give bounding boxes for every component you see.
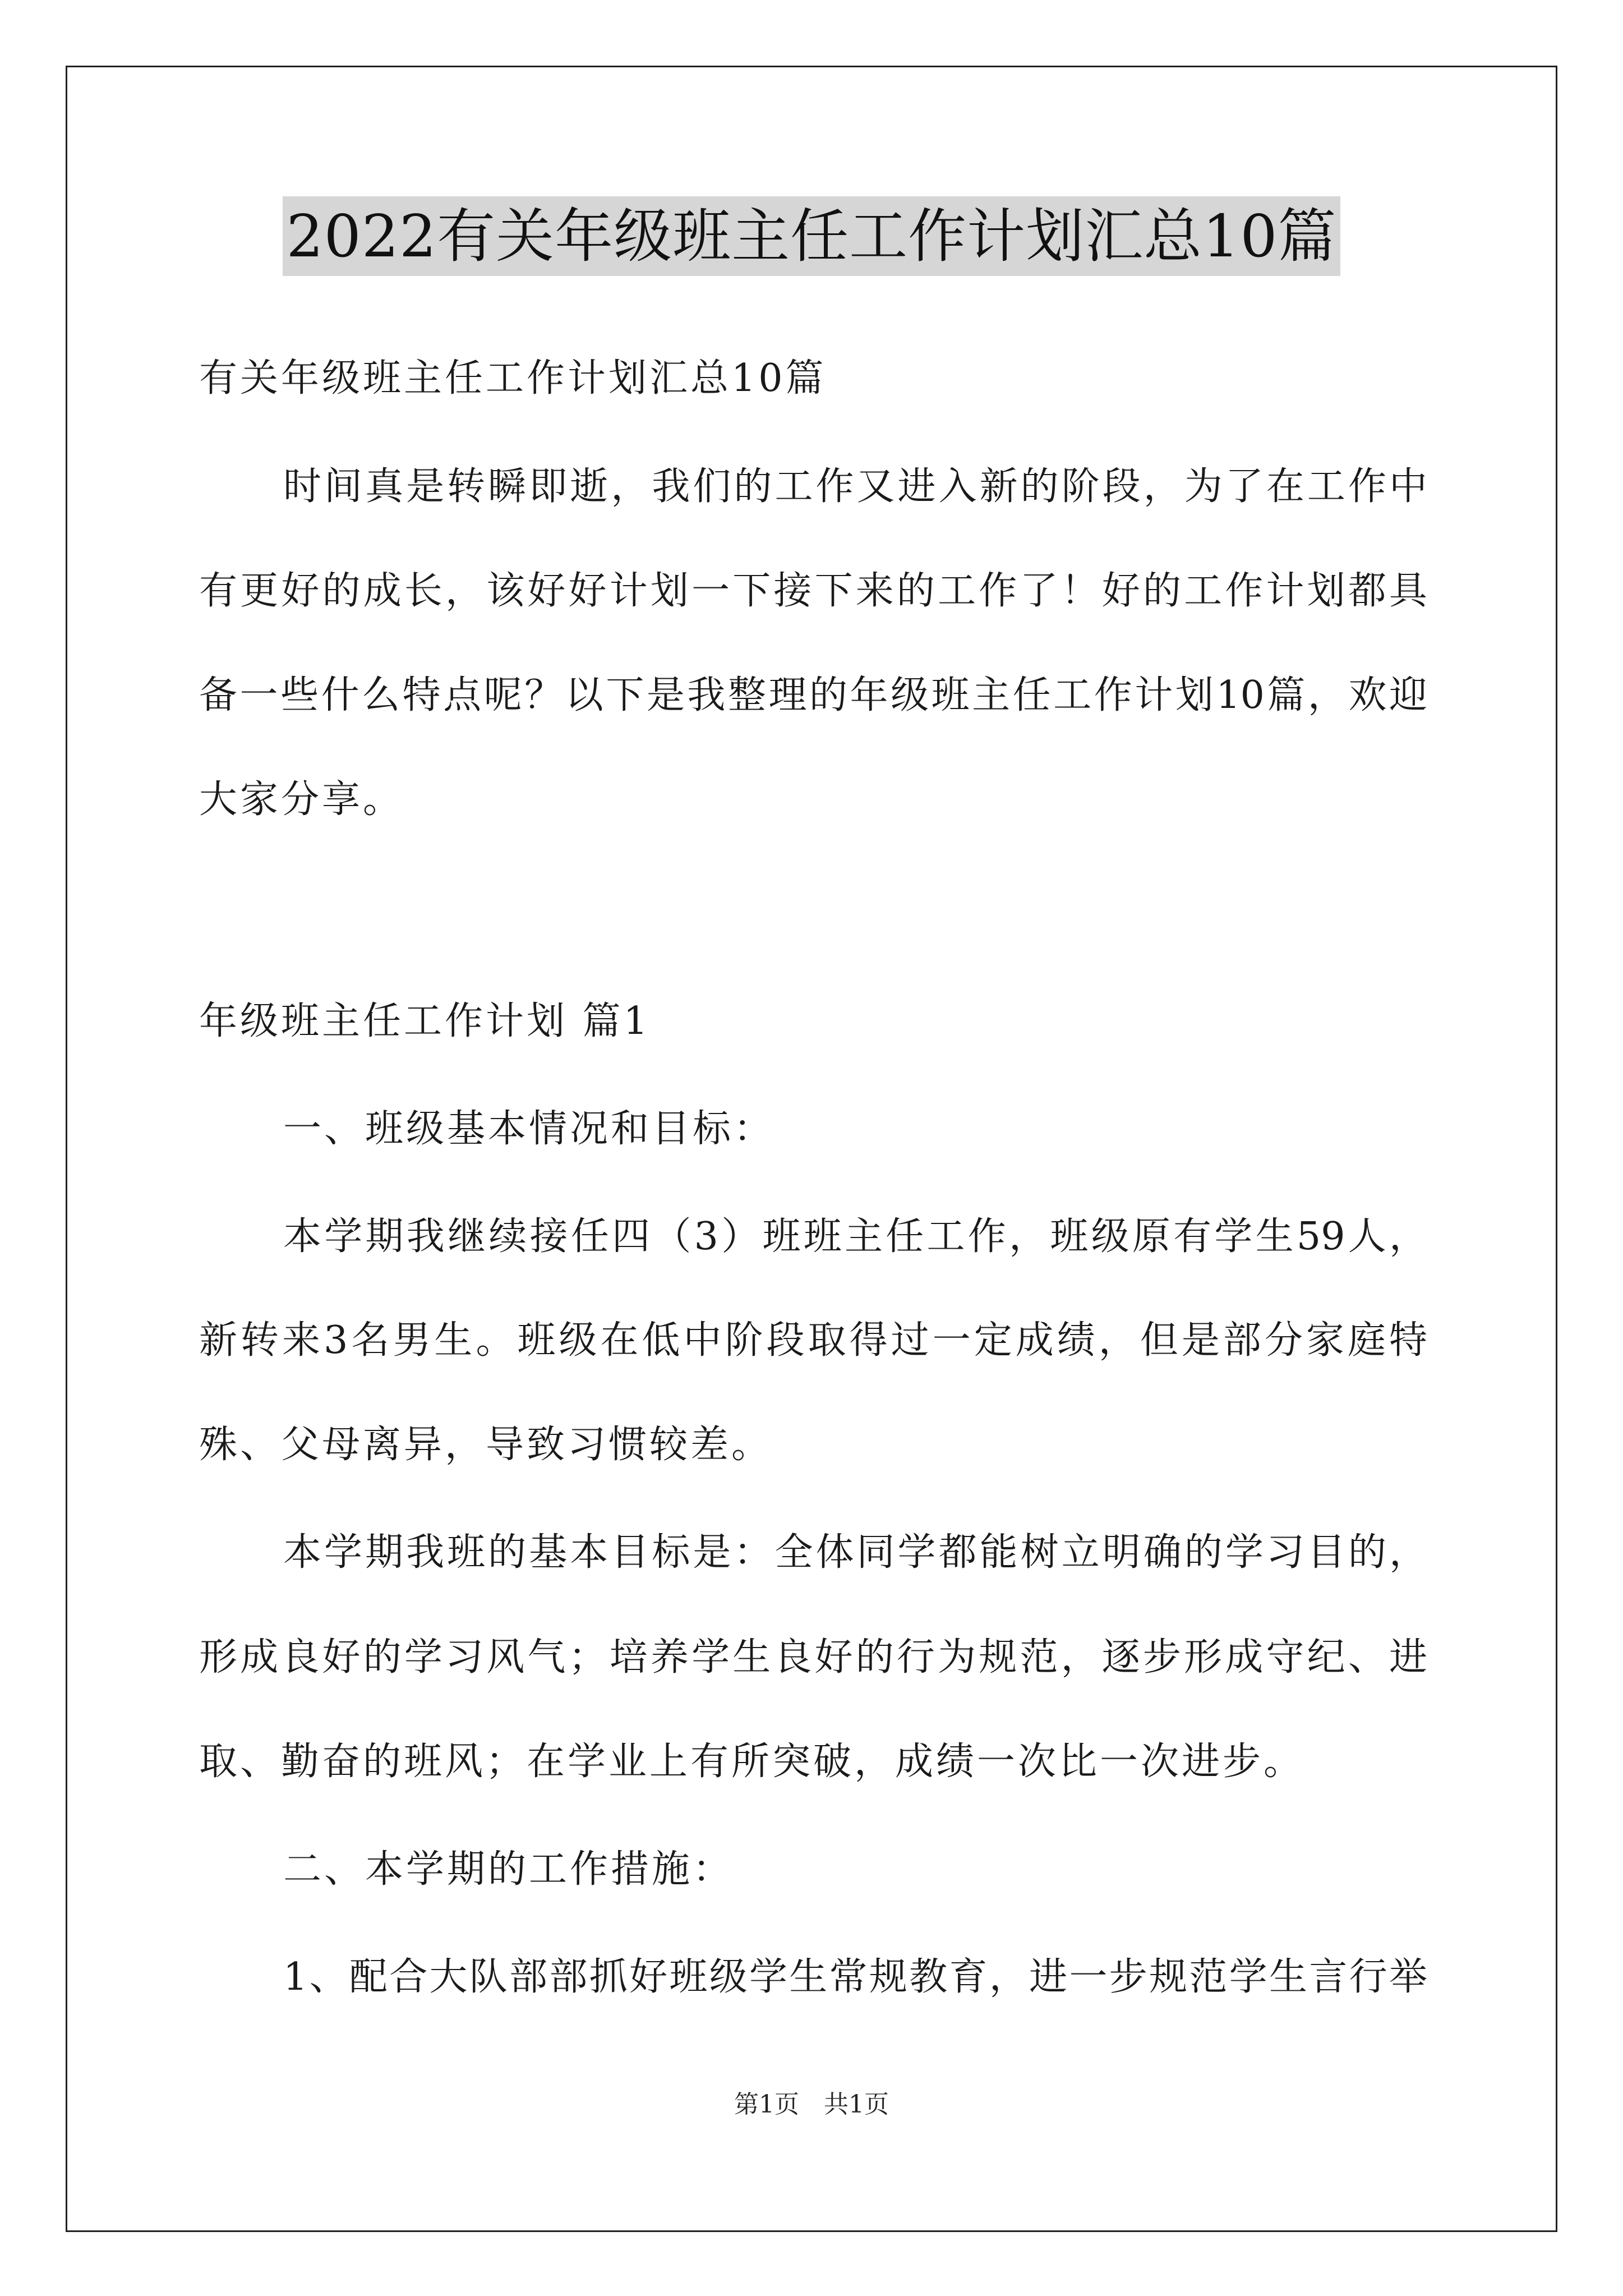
document-title: 2022有关年级班主任工作计划汇总10篇 bbox=[283, 196, 1340, 276]
paragraph-line: 大家分享。 bbox=[199, 777, 404, 822]
paragraph-line: 二、本学期的工作措施： bbox=[283, 1847, 734, 1892]
paragraph-line: 时间真是转瞬即逝，我们的工作又进入新的阶段，为了在工作中 bbox=[283, 464, 1427, 509]
title-container bbox=[0, 196, 1623, 276]
section-heading: 年级班主任工作计划 篇1 bbox=[199, 999, 651, 1043]
paragraph-line: 备一些什么特点呢？以下是我整理的年级班主任工作计划10篇，欢迎 bbox=[199, 673, 1427, 717]
document-subtitle: 有关年级班主任工作计划汇总10篇 bbox=[199, 356, 827, 401]
paragraph-line: 1、配合大队部部抓好班级学生常规教育，进一步规范学生言行举 bbox=[283, 1955, 1427, 1999]
page-footer: 第1页 共1页 bbox=[734, 2090, 889, 2119]
paragraph-line: 形成良好的学习风气；培养学生良好的行为规范，逐步形成守纪、进 bbox=[199, 1635, 1427, 1680]
paragraph-line: 取、勤奋的班风；在学业上有所突破，成绩一次比一次进步。 bbox=[199, 1740, 1305, 1784]
paragraph-line: 新转来3名男生。班级在低中阶段取得过一定成绩，但是部分家庭特 bbox=[199, 1318, 1427, 1363]
paragraph-line: 本学期我班的基本目标是：全体同学都能树立明确的学习目的， bbox=[283, 1530, 1427, 1575]
paragraph-line: 殊、父母离异，导致习惯较差。 bbox=[199, 1423, 773, 1467]
paragraph-line: 一、班级基本情况和目标： bbox=[283, 1107, 775, 1151]
paragraph-line: 本学期我继续接任四（3）班班主任工作，班级原有学生59人， bbox=[283, 1214, 1427, 1259]
paragraph-line: 有更好的成长，该好好计划一下接下来的工作了！好的工作计划都具 bbox=[199, 569, 1427, 613]
